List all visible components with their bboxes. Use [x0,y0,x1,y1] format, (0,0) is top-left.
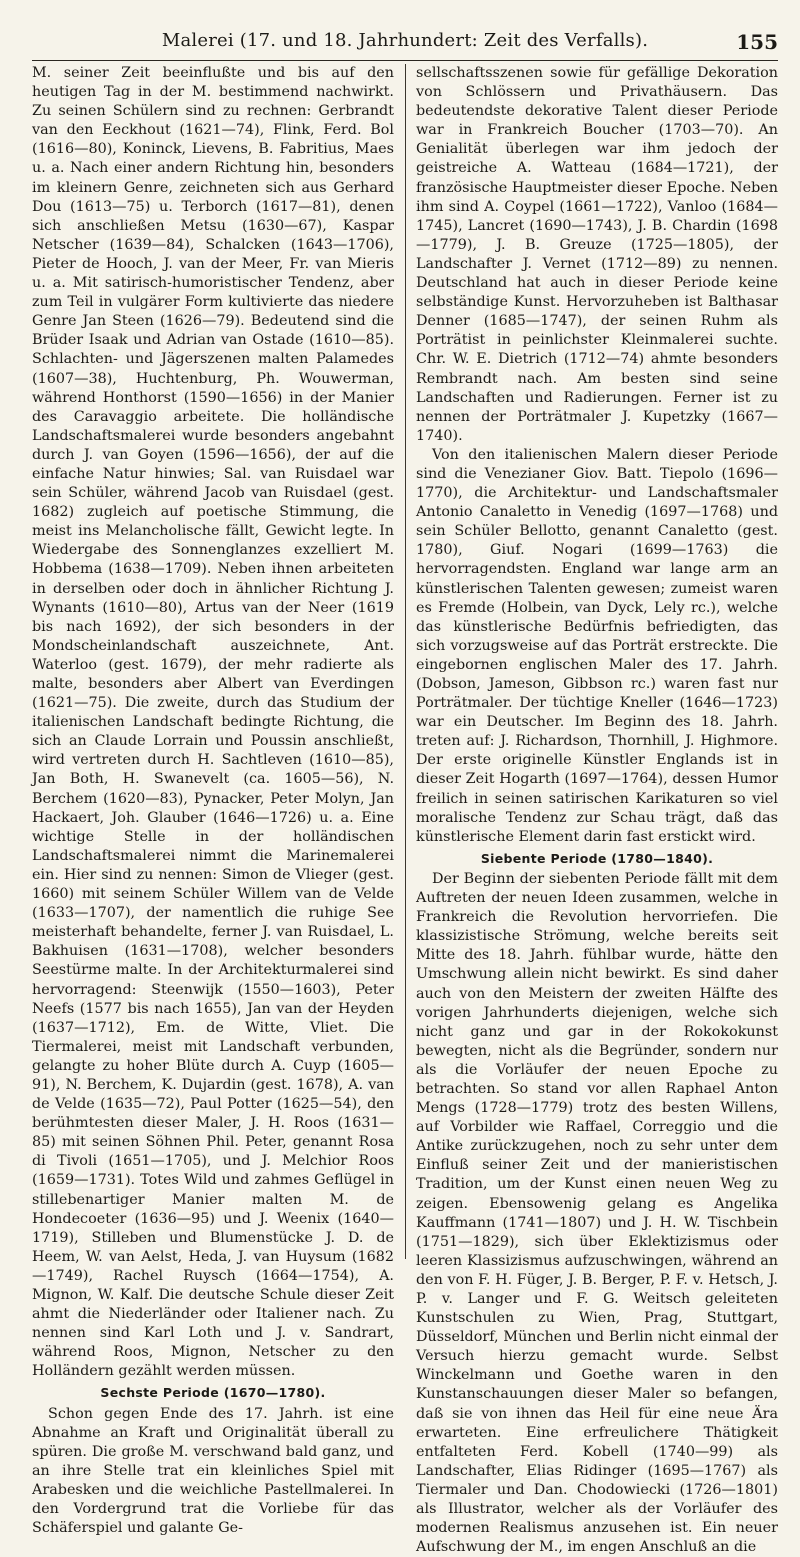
paragraph: Schon gegen Ende des 17. Jahrh. ist eine Abnahme an Kraft und Originalität überall zu spüren. Die große M. verschwand bald ganz, und an ihre Stelle trat ein kleinliches Spiel mit Arabesken und die weichliche Pastellmalerei. In den Vordergrund trat die Vorliebe für das Schäferspiel und galante Ge- [32,1405,394,1537]
page-header [32,28,778,58]
paragraph: Von den italienischen Malern dieser Periode sind die Venezianer Giov. Batt. Tiepolo (1696—1770), die Architektur- und Landschaftsmaler Antonio Canaletto in Venedig (1697—1768) und sein Schüler Bellotto, genannt Canaletto (gest. 1780), Giuf. Nogari (1699—1763) die hervorragendsten. England war lange arm an künstlerischen Talenten gewesen; zumeist waren es Fremde (Holbein, van Dyck, Lely rc.), welche das künstlerische Bedürfnis befriedigten, das sich vorzugsweise auf das Porträt erstreckte. Die eingebornen englischen Maler des 17. Jahrh. (Dobson, Jameson, Gibbson rc.) waren fast nur Porträtmaler. Der tüchtige Kneller (1646—1723) war ein Deutscher. Im Beginn des 18. Jahrh. treten auf: J. Richardson, Thornhill, J. Highmore. Der erste originelle Künstler Englands ist in dieser Zeit Hogarth (1697—1764), dessen Humor freilich in seinen satirischen Karikaturen so viel moralische Tendenz zur Schau trägt, daß das künstlerische Element darin fast erstickt wird. [416,446,778,845]
paragraph: M. seiner Zeit beeinflußte und bis auf den heutigen Tag in der M. bestimmend nachwirkt. Zu seinen Schülern sind zu rechnen: Gerbrandt van den Eeckhout (1621—74), Flink, Ferd. Bol (1616—80), Koninck, Lievens, B. Fabritius, Maes u. a. Nach einer andern Richtung hin, besonders im kleinern Genre, zeichneten sich aus Gerhard Dou (1613—75) u. Terborch (1617—81), denen sich anschließen Metsu (1630—67), Kaspar Netscher (1639—84), Schalcken (1643—1706), Pieter de Hooch, J. van der Meer, Fr. van Mieris u. a. Mit satirisch-humoristischer Tendenz, aber zum Teil in vulgärer Form kultivierte das niedere Genre Jan Steen (1626—79). Bedeutend sind die Brüder Isaak und Adrian van Ostade (1610—85). Schlachten- und Jägerszenen malten Palamedes (1607—38), Huchtenburg, Ph. Wouwerman, während Honthorst (1590—1656) in der Manier des Caravaggio arbeitete. Die holländische Landschaftsmalerei wurde besonders angebahnt durch J. van Goyen (1596—1656), der auf die einfache Natur hinwies; Sal. van Ruisdael war sein Schüler, während Jacob van Ruisdael (gest. 1682) zugleich auf poetische Stimmung, die meist ins Melancholische fällt, Gewicht legte. In Wiedergabe des Sonnenglanzes exzelliert M. Hobbema (1638—1709). Neben ihnen arbeiteten in derselben oder doch in ähnlicher Richtung J. Wynants (1610—80), Artus van der Neer (1619 bis nach 1692), der sich besonders in der Mondscheinlandschaft auszeichnete, Ant. Waterloo (gest. 1679), der mehr radierte als malte, besonders aber Albert van Everdingen (1621—75). Die zweite, durch das Studium der italienischen Landschaft bedingte Richtung, die sich an Claude Lorrain und Poussin anschließt, wird vertreten durch H. Sachtleven (1610—85), Jan Both, H. Swanevelt (ca. 1605—56), N. Berchem (1620—83), Pynacker, Peter Molyn, Jan Hackaert, Joh. Glauber (1646—1726) u. a. Eine wichtige Stelle in der holländischen Landschaftsmalerei nimmt die Marinemalerei ein. Hier sind zu nennen: Simon de Vlieger (gest. 1660) mit seinem Schüler Willem van de Velde (1633—1707), der namentlich die ruhige See meisterhaft behandelte, ferner J. van Ruisdael, L. Bakhuisen (1631—1708), welcher besonders Seestürme malte. In der Architekturmalerei sind hervorragend: Steenwijk (1550—1603), Peter Neefs (1577 bis nach 1655), Jan van der Heyden (1637—1712), Em. de Witte, Vliet. Die Tiermalerei, meist mit Landschaft verbunden, gelangte zu hoher Blüte durch A. Cuyp (1605—91), N. Berchem, K. Dujardin (gest. 1678), A. van de Velde (1635—72), Paul Potter (1625—54), den berühmtesten dieser Maler, J. H. Roos (1631—85) mit seinen Söhnen Phil. Peter, genannt Rosa di Tivoli (1651—1705), und J. Melchior Roos (1659—1731). Totes Wild und zahmes Geflügel in stillebenartiger Manier malten M. de Hondecoeter (1636—95) und J. Weenix (1640—1719), Stilleben und Blumenstücke J. D. de Heem, W. van Aelst, Heda, J. van Huysum (1682—1749), Rachel Ruysch (1664—1754), A. Mignon, W. Kalf. Die deutsche Schule dieser Zeit ahmt die Niederländer oder Italiener nach. Zu nennen sind Karl Loth und J. v. Sandrart, während Roos, Mignon, Netscher zu den Holländern gezählt werden müssen. [32,65,394,1380]
paragraph: sellschaftsszenen sowie für gefällige Dekoration von Schlössern und Privathäusern. Das bedeutendste dekorative Talent dieser Periode war in Frankreich Boucher (1703—70). An Genialität überlegen war ihm jedoch der geistreiche A. Watteau (1684—1721), der französische Hauptmeister dieser Epoche. Neben ihm sind A. Coypel (1661—1722), Vanloo (1684—1745), Lancret (1690—1743), J. B. Chardin (1698—1779), J. B. Greuze (1725—1805), der Landschafter J. Vernet (1712—89) zu nennen. Deutschland hat auch in dieser Periode keine selbständige Kunst. Hervorzuheben ist Balthasar Denner (1685—1747), der seinen Ruhm als Porträtist in peinlichster Kleinmalerei suchte. Chr. W. E. Dietrich (1712—74) ahmte besonders Rembrandt nach. Am besten sind seine Landschaften und Radierungen. Ferner ist zu nennen der Porträtmaler J. Kupetzky (1667—1740). [416,65,778,444]
running-title: Malerei (17. und 18. Jahrhundert: Zeit des Verfalls). [161,30,649,51]
right-column [416,64,778,1556]
section-heading: Siebente Periode (1780—1840). [480,850,714,866]
left-column [32,64,394,1537]
paragraph: Der Beginn der siebenten Periode fällt mit dem Auftreten der neuen Ideen zusammen, welche in Frankreich die Revolution hervorriefen. Die klassizistische Strömung, welche bereits seit Mitte des 18. Jahrh. fühlbar wurde, hätte den Umschwung allein nicht bewirkt. Es sind daher auch von den Meistern der zweiten Hälfte des vorigen Jahrhunderts diejenigen, welche sich nicht ganz und gar in der Rokokokunst bewegten, nicht als die Begründer, sondern nur als die Vorläufer der neuen Epoche zu betrachten. So stand vor allen Raphael Anton Mengs (1728—1779) trotz des besten Willens, auf Vorbilder wie Raffael, Correggio und die Antike zurückzugehen, noch zu sehr unter dem Einfluß seiner Zeit und der manieristischen Tradition, um der Kunst einen neuen Weg zu zeigen. Ebensowenig gelang es Angelika Kauffmann (1741—1807) und J. H. W. Tischbein (1751—1829), sich über Eklektizismus oder leeren Klassizismus aufzuschwingen, während an den von F. H. Füger, J. B. Berger, P. F. v. Hetsch, J. P. v. Langer und F. G. Weitsch geleiteten Kunstschulen zu Wien, Prag, Stuttgart, Düsseldorf, München und Berlin nicht einmal der Versuch hierzu gemacht wurde. Selbst Winckelmann und Goethe waren in den Kunstanschauungen dieser Maler so befangen, daß sie von ihnen das Heil für eine neue Ära erwarteten. Eine erfreulichere Thätigkeit entfalteten Ferd. Kobell (1740—99) als Landschafter, Elias Ridinger (1695—1767) als Tiermaler und Dan. Chodowiecki (1726—1801) als Illustrator, welcher als der Vorläufer des modernen Realismus anzusehen ist. Ein neuer Aufschwung der M., im engen Anschluß an die [416,870,778,1556]
page-number: 155 [736,30,778,54]
section-heading: Sechste Periode (1670—1780). [100,1385,326,1401]
column-divider [405,64,406,1259]
header-rule [32,60,778,61]
